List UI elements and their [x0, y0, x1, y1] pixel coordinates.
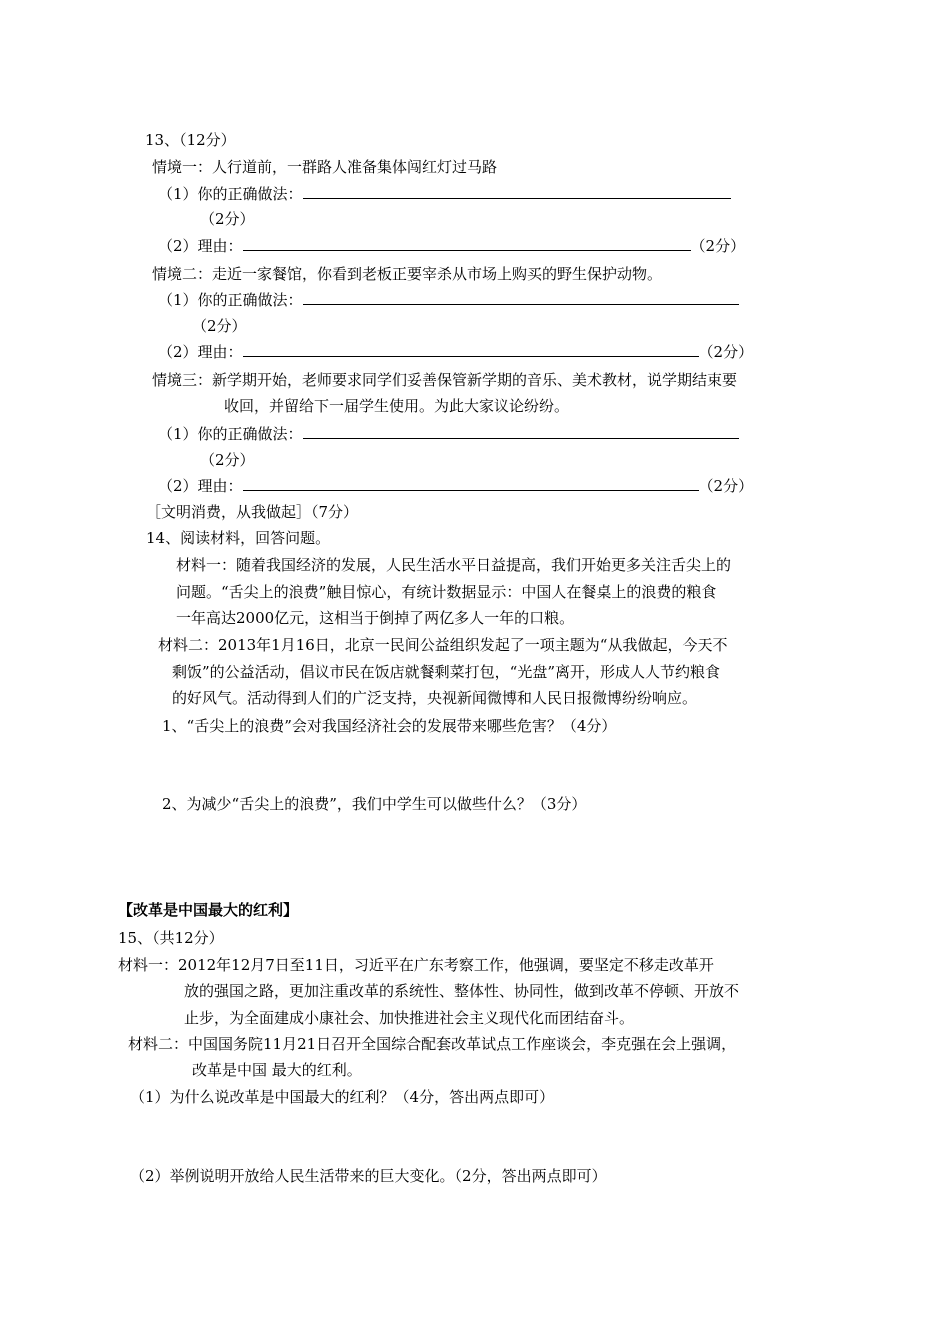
q14-material-2-line3: 的好风气。活动得到人们的广泛支持，央视新闻微博和人民日报微博纷纷响应。	[172, 689, 698, 707]
q13-scenario-1: 情境一：人行道前，一群路人准备集体闯红灯过马路	[152, 158, 498, 176]
q13-s1-p2-score: （2分）	[690, 237, 746, 255]
q13-s1-p1-label: （1）你的正确做法：	[158, 185, 303, 203]
q13-s1-answer-row	[158, 184, 731, 204]
q13-s3-p1-label: （1）你的正确做法：	[158, 425, 303, 443]
q14-material-2-line1: 材料二：2013年1月16日，北京一民间公益组织发起了一项主题为“从我做起，今天不	[158, 636, 728, 654]
q13-s2-p1-answer-line[interactable]	[303, 290, 739, 305]
q13-s1-p2-label: （2）理由：	[158, 237, 243, 255]
q13-s1-p1-answer-line[interactable]	[303, 184, 731, 199]
q13-s2-p1-score: （2分）	[192, 317, 247, 335]
q15-question-1: （1）为什么说改革是中国最大的红利？（4分，答出两点即可）	[130, 1088, 555, 1106]
q13-s1-p1-score: （2分）	[200, 210, 255, 228]
q13-s1-p2-answer-line[interactable]	[243, 236, 691, 251]
q14-material-1-line1: 材料一：随着我国经济的发展，人民生活水平日益提高，我们开始更多关注舌尖上的	[176, 556, 732, 574]
q13-s1-reason-row	[158, 236, 745, 256]
q15-question-2: （2）举例说明开放给人民生活带来的巨大变化。（2分，答出两点即可）	[130, 1167, 607, 1185]
q15-material-2-line2: 改革是中国 最大的红利。	[192, 1061, 362, 1079]
q13-s3-answer-row	[158, 424, 739, 444]
q13-s3-p2-label: （2）理由：	[158, 477, 243, 495]
q15-material-1-line1: 材料一：2012年12月7日至11日，习近平在广东考察工作，他强调，要坚定不移走改革开	[118, 956, 714, 974]
q13-s3-p2-score: （2分）	[698, 477, 754, 495]
q13-s2-p2-score: （2分）	[698, 343, 754, 361]
q13-scenario-2: 情境二：走近一家餐馆，你看到老板正要宰杀从市场上购买的野生保护动物。	[152, 265, 663, 283]
q13-s2-answer-row	[158, 290, 739, 310]
q13-s3-p1-answer-line[interactable]	[303, 424, 739, 439]
section-civil-consumption: ［文明消费，从我做起］（7分）	[146, 503, 359, 521]
q13-scenario-3-line1: 情境三：新学期开始，老师要求同学们妥善保管新学期的音乐、美术教材，说学期结束要	[152, 371, 738, 389]
q14-question-1: 1、“舌尖上的浪费”会对我国经济社会的发展带来哪些危害？（4分）	[162, 717, 617, 735]
section-reform-heading: 【改革是中国最大的红利】	[118, 901, 299, 919]
q13-s2-p1-label: （1）你的正确做法：	[158, 291, 303, 309]
q13-scenario-3-line2: 收回，并留给下一届学生使用。为此大家议论纷纷。	[224, 397, 570, 415]
q13-s2-reason-row	[158, 342, 753, 362]
q14-question-2: 2、为减少“舌尖上的浪费”，我们中学生可以做些什么？（3分）	[162, 795, 587, 813]
q14-material-2-line2: 剩饭”的公益活动，倡议市民在饭店就餐剩菜打包，“光盘”离开，形成人人节约粮食	[172, 663, 721, 681]
q15-title: 15、（共12分）	[118, 929, 224, 947]
q13-s3-p1-score: （2分）	[200, 451, 255, 469]
q14-material-1-line2: 问题。“舌尖上的浪费”触目惊心，有统计数据显示：中国人在餐桌上的浪费的粮食	[176, 583, 717, 601]
q13-s2-p2-answer-line[interactable]	[243, 342, 699, 357]
q15-material-1-line2: 放的强国之路，更加注重改革的系统性、整体性、协同性，做到改革不停顿、开放不	[184, 982, 740, 1000]
q15-material-1-line3: 止步，为全面建成小康社会、加快推进社会主义现代化而团结奋斗。	[184, 1009, 635, 1027]
q14-title: 14、阅读材料，回答问题。	[146, 529, 331, 547]
q13-s3-p2-answer-line[interactable]	[243, 476, 699, 491]
q15-material-2-line1: 材料二：中国国务院11月21日召开全国综合配套改革试点工作座谈会，李克强在会上强调，	[128, 1035, 737, 1053]
q13-title: 13、（12分）	[145, 131, 236, 149]
q13-s2-p2-label: （2）理由：	[158, 343, 243, 361]
q13-s3-reason-row	[158, 476, 753, 496]
q14-material-1-line3: 一年高达2000亿元，这相当于倒掉了两亿多人一年的口粮。	[176, 609, 575, 627]
